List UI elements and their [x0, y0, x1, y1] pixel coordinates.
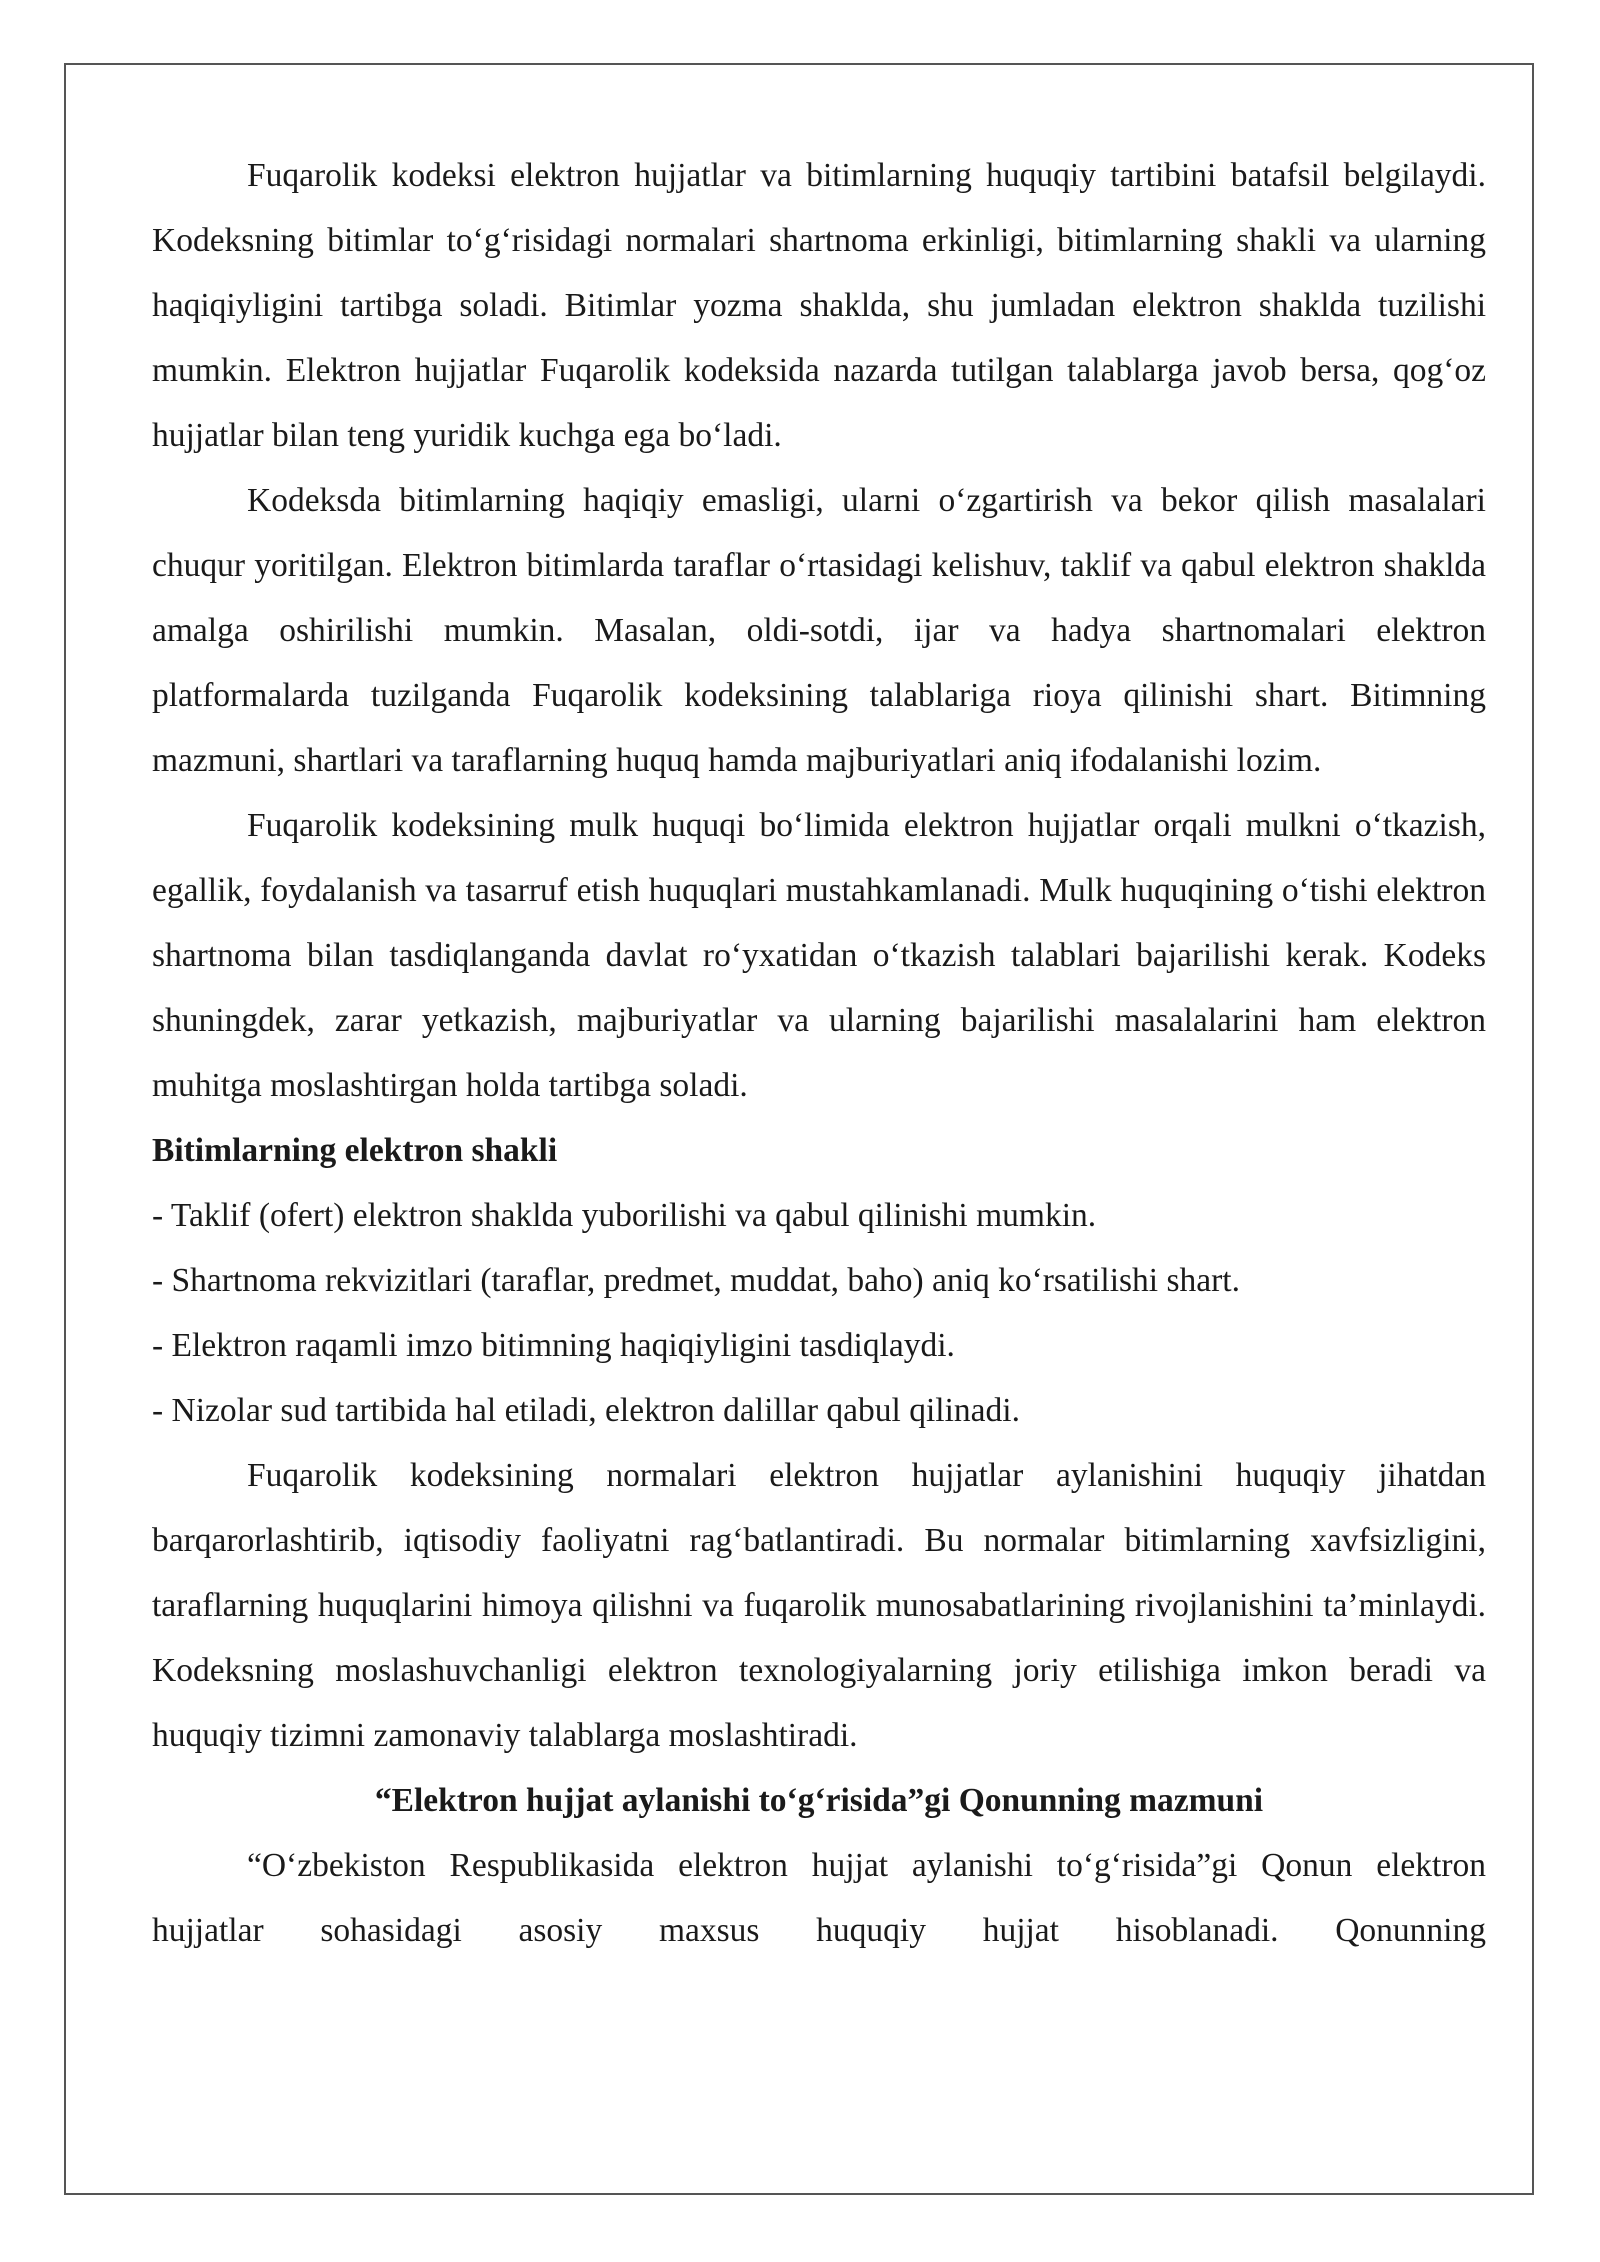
list-item: - Taklif (ofert) elektron shaklda yuborilishi va qabul qilinishi mumkin. — [152, 1197, 1097, 1234]
list-item: - Nizolar sud tartibida hal etiladi, elektron dalillar qabul qilinadi. — [152, 1392, 1020, 1429]
page-content — [152, 143, 1486, 1963]
subheading: Bitimlarning elektron shakli — [152, 1132, 558, 1169]
body-paragraph: “O‘zbekiston Respublikasida elektron hujjat aylanishi to‘g‘risida”gi Qonun elektron hujjatlar sohasidagi asosiy maxsus huquqiy hujjat hisoblanadi. Qonunning — [152, 1847, 1486, 1949]
body-paragraph: Fuqarolik kodeksining normalari elektron hujjatlar aylanishini huquqiy jihatdan barqarorlashtirib, iqtisodiy faoliyatni rag‘batlantiradi. Bu normalar bitimlarning xavfsizligini, taraflarning huquqlarini himoya qilishni va fuqarolik munosabatlarining rivojlanishini ta’minlaydi. Kodeksning moslashuvchanligi elektron texnologiyalarning joriy etilishiga imkon beradi va huquqiy tizimni zamonaviy talablarga moslashtiradi. — [152, 1457, 1486, 1754]
section-title: “Elektron hujjat aylanishi to‘g‘risida”gi Qonunning mazmuni — [374, 1782, 1264, 1819]
body-paragraph: Kodeksda bitimlarning haqiqiy emasligi, ularni o‘zgartirish va bekor qilish masalalari chuqur yoritilgan. Elektron bitimlarda taraflar o‘rtasidagi kelishuv, taklif va qabul elektron shaklda amalga oshirilishi mumkin. Masalan, oldi-sotdi, ijar va hadya shartnomalari elektron platformalarda tuzilganda Fuqarolik kodeksining talablariga rioya qilinishi shart. Bitimning mazmuni, shartlari va taraflarning huquq hamda majburiyatlari aniq ifodalanishi lozim. — [152, 482, 1486, 779]
list-item: - Shartnoma rekvizitlari (taraflar, predmet, muddat, baho) aniq ko‘rsatilishi shart. — [152, 1262, 1240, 1299]
list-item: - Elektron raqamli imzo bitimning haqiqiyligini tasdiqlaydi. — [152, 1327, 955, 1364]
body-paragraph: Fuqarolik kodeksi elektron hujjatlar va bitimlarning huquqiy tartibini batafsil belgilaydi. Kodeksning bitimlar to‘g‘risidagi normalari shartnoma erkinligi, bitimlarning shakli va ularning haqiqiyligini tartibga soladi. Bitimlar yozma shaklda, shu jumladan elektron shaklda tuzilishi mumkin. Elektron hujjatlar Fuqarolik kodeksida nazarda tutilgan talablarga javob bersa, qog‘oz hujjatlar bilan teng yuridik kuchga ega bo‘ladi. — [152, 157, 1486, 454]
body-paragraph: Fuqarolik kodeksining mulk huquqi bo‘limida elektron hujjatlar orqali mulkni o‘tkazish, egallik, foydalanish va tasarruf etish huquqlari mustahkamlanadi. Mulk huquqining o‘tishi elektron shartnoma bilan tasdiqlanganda davlat ro‘yxatidan o‘tkazish talablari bajarilishi kerak. Kodeks shuningdek, zarar yetkazish, majburiyatlar va ularning bajarilishi masalalarini ham elektron muhitga moslashtirgan holda tartibga soladi. — [152, 807, 1486, 1104]
